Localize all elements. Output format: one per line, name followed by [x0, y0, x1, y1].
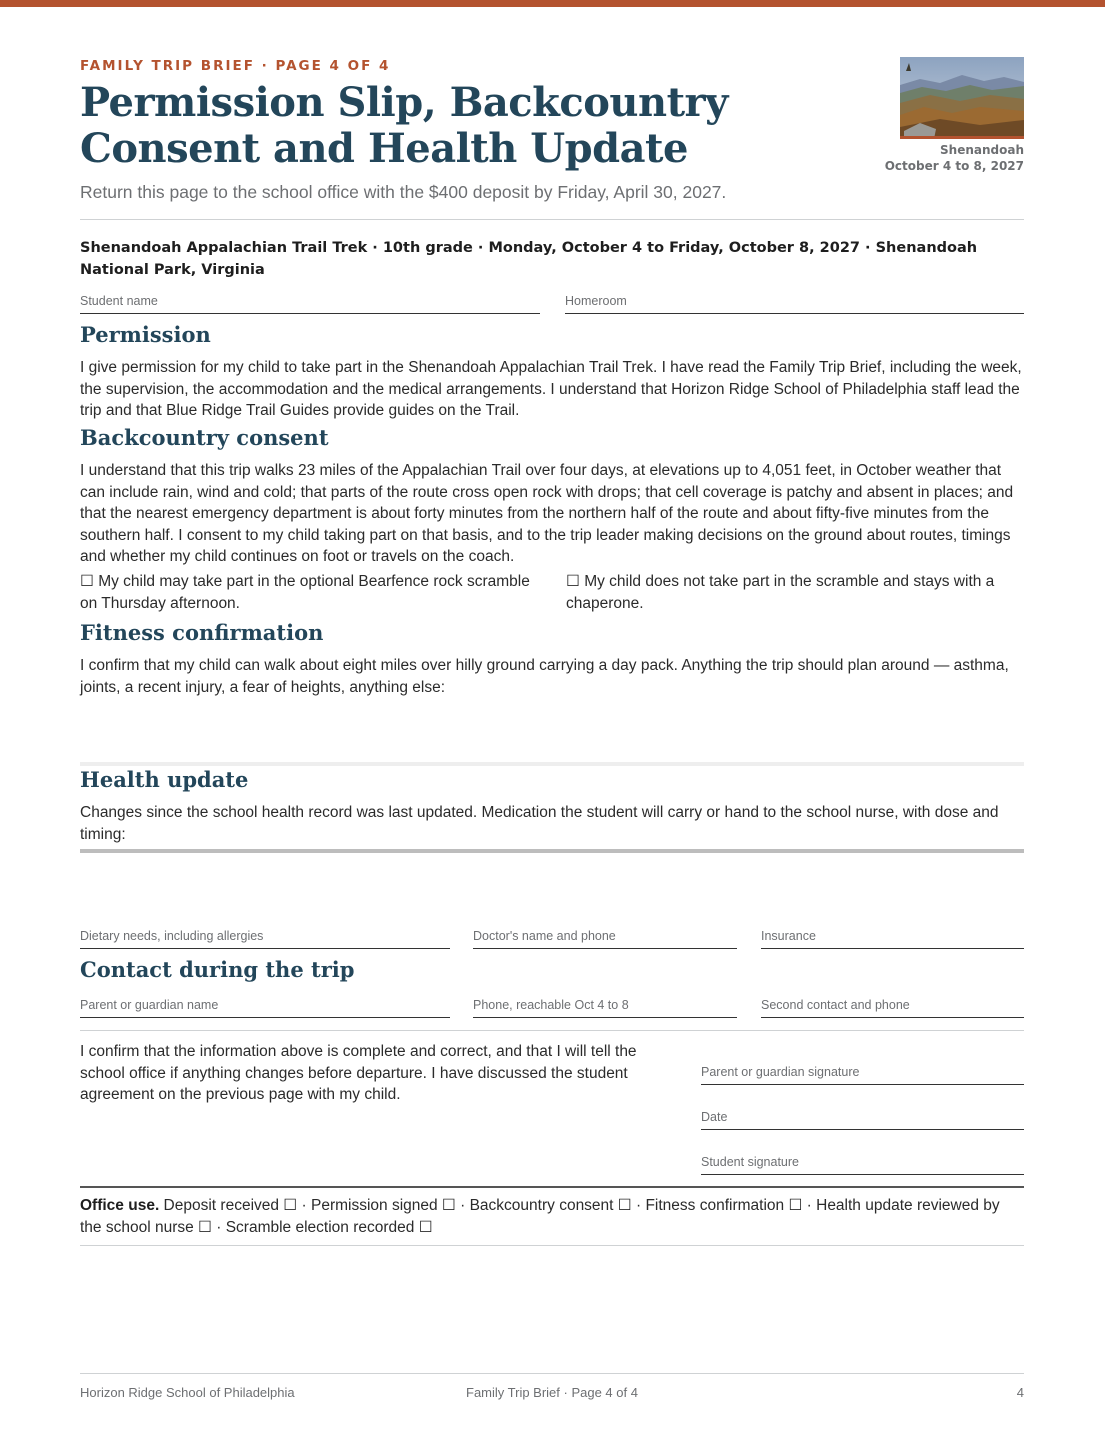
eyebrow: FAMILY TRIP BRIEF · PAGE 4 OF 4	[80, 58, 391, 74]
mountain-landscape-image	[900, 57, 1024, 139]
dietary-needs-field[interactable]	[80, 926, 450, 949]
health-text: Changes since the school health record was last updated. Medication the student will carry or hand to the school nurse, with dose and timing:	[80, 804, 999, 843]
backcountry-heading: Backcountry consent	[80, 425, 329, 450]
phone-field[interactable]	[473, 995, 737, 1018]
trip-summary-line: Shenandoah Appalachian Trail Trek · 10th grade · Monday, October 4 to Friday, October 8, 2027 · Shenandoah National Park, Virginia	[80, 240, 978, 278]
confirmation-text: I confirm that the information above is complete and correct, and that I will tell the school office if anything changes before departure. I have discussed the student agreement on the previous page with my child.	[80, 1043, 637, 1103]
student-name-field[interactable]	[80, 291, 540, 314]
student-signature-label: Student signature	[701, 1155, 799, 1169]
permission-text: I give permission for my child to take part in the Shenandoah Appalachian Trail Trek. I have read the Family Trip Brief, including the week, the supervision, the accommodation and the medical arrangements. I understand that Horizon Ridge School of Philadelphia staff lead the trip and that Blue Ridge Trail Guides provide guides on the Trail.	[80, 359, 1022, 419]
office-bottom-divider	[80, 1245, 1024, 1246]
guardian-name-field[interactable]	[80, 995, 450, 1018]
insurance-field[interactable]	[761, 926, 1024, 949]
date-label: Date	[701, 1110, 728, 1124]
page-title: Permission Slip, Backcountry Consent and Health Update	[80, 79, 728, 172]
doctor-label: Doctor's name and phone	[473, 929, 616, 943]
photo-caption-dates: October 4 to 8, 2027	[884, 159, 1024, 173]
health-heading: Health update	[80, 767, 249, 792]
student-name-label: Student name	[80, 294, 158, 308]
office-divider	[80, 1186, 1024, 1188]
doctor-field[interactable]	[473, 926, 737, 949]
dietary-needs-label: Dietary needs, including allergies	[80, 929, 264, 943]
office-use-block	[80, 1195, 1024, 1239]
office-use-label: Office use.	[80, 1197, 160, 1214]
page-subtitle: Return this page to the school office with the $400 deposit by Friday, April 30, 2027.	[80, 182, 727, 202]
photo-caption-place: Shenandoah	[940, 143, 1024, 157]
student-signature-field[interactable]	[701, 1151, 1024, 1175]
footer-center: Family Trip Brief · Page 4 of 4	[466, 1385, 638, 1400]
header-divider	[80, 219, 1024, 220]
medication-answer-line[interactable]	[80, 849, 1024, 853]
scramble-no-checkbox[interactable]: ☐ My child does not take part in the scramble and stays with a chaperone.	[566, 573, 995, 612]
scramble-yes-checkbox[interactable]: ☐ My child may take part in the optional Bearfence rock scramble on Thursday afternoon.	[80, 573, 530, 612]
contact-heading: Contact during the trip	[80, 957, 355, 982]
fitness-answer-line[interactable]	[80, 762, 1024, 766]
guardian-signature-field[interactable]	[701, 1061, 1024, 1085]
date-field[interactable]	[701, 1106, 1024, 1130]
backcountry-text: I understand that this trip walks 23 miles of the Appalachian Trail over four days, at elevations up to 4,051 feet, in October weather that can include rain, wind and cold; that parts of the route cross open rock with drops; that cell coverage is patchy and absent in places; and that the nearest emergency department is about forty minutes from the northern half of the route and about fifty-five minutes from the southern half. I consent to my child taking part on that basis, and to the trip leader making decisions on the ground about routes, timings and whether my child continues on foot or travels on the coach.	[80, 462, 1014, 565]
homeroom-label: Homeroom	[565, 294, 627, 308]
photo-caption	[860, 142, 1024, 174]
office-use-checklist: Deposit received ☐ · Permission signed ☐ · Backcountry consent ☐ · Fitness confirmation ☐ · Health update reviewed by the school nurse ☐ · Scramble election recorded ☐	[80, 1197, 1000, 1236]
second-contact-label: Second contact and phone	[761, 998, 910, 1012]
guardian-name-label: Parent or guardian name	[80, 998, 219, 1012]
footer-school: Horizon Ridge School of Philadelphia	[80, 1385, 295, 1400]
fitness-heading: Fitness confirmation	[80, 620, 324, 645]
guardian-signature-label: Parent or guardian signature	[701, 1065, 860, 1079]
shenandoah-photo	[900, 57, 1024, 139]
insurance-label: Insurance	[761, 929, 816, 943]
footer-page-number: 4	[1016, 1385, 1024, 1400]
footer-divider	[80, 1373, 1024, 1374]
signature-divider	[80, 1030, 1024, 1031]
permission-heading: Permission	[80, 322, 211, 347]
fitness-text: I confirm that my child can walk about eight miles over hilly ground carrying a day pack. Anything the trip should plan around — asthma, joints, a recent injury, a fear of heights, anything else:	[80, 657, 1009, 696]
phone-label: Phone, reachable Oct 4 to 8	[473, 998, 629, 1012]
homeroom-field[interactable]	[565, 291, 1024, 314]
second-contact-field[interactable]	[761, 995, 1024, 1018]
top-accent-bar	[0, 0, 1105, 7]
